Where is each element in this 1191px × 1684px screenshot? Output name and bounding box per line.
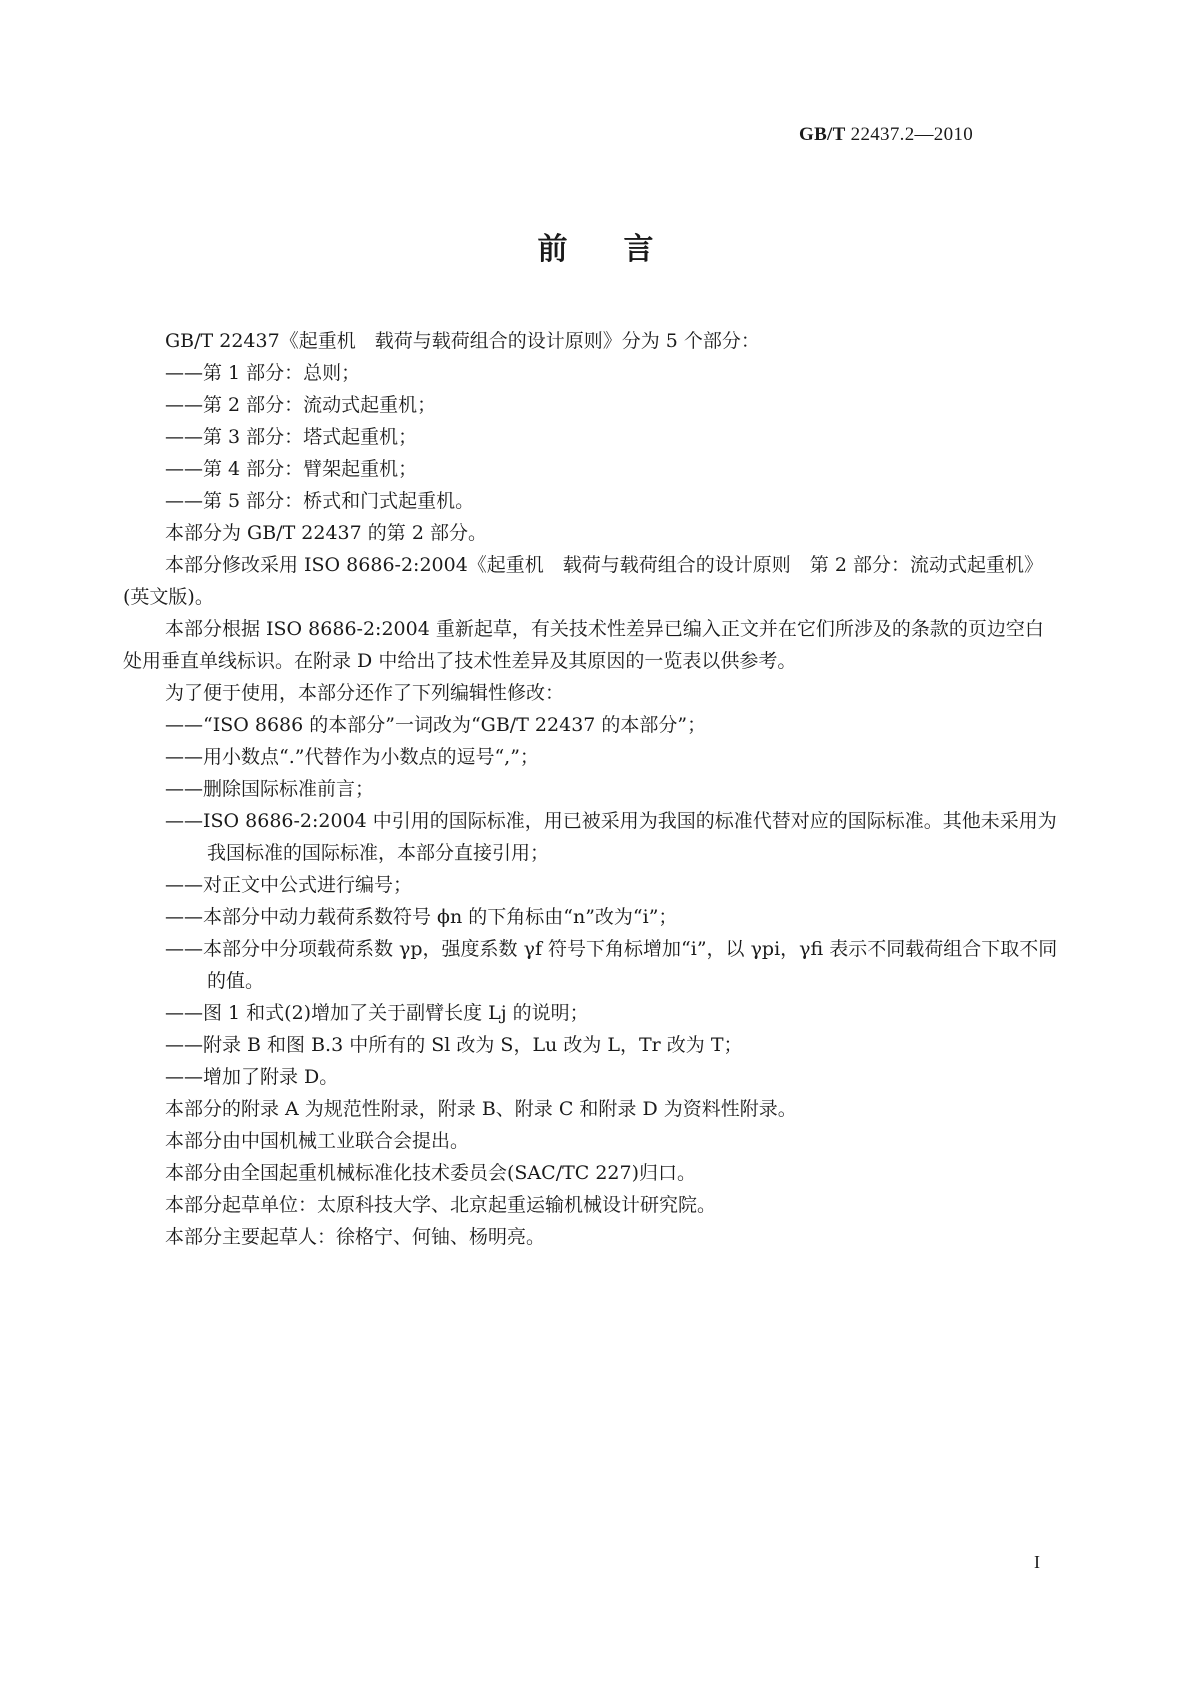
list-item: ——第 2 部分：流动式起重机； [165,394,437,416]
list-item: ——本部分中动力载荷系数符号 ϕn 的下角标由“n”改为“i”； [165,906,678,928]
paragraph: 本部分由中国机械工业联合会提出。 [165,1130,470,1152]
foreword-body [123,325,1058,1253]
standard-prefix: GB/T [798,124,846,145]
paragraph: 本部分根据 ISO 8686-2:2004 重新起草，有关技术性差异已编入正文并在它们所涉及的条款的页边空白处用垂直单线标识。在附录 D 中给出了技术性差异及其原因的一览表以供参考。 [123,618,1044,672]
list-item: ——第 1 部分：总则； [165,362,361,384]
standard-number: 22437.2—2010 [845,124,973,145]
paragraph: 本部分为 GB/T 22437 的第 2 部分。 [165,522,487,544]
list-item: ——用小数点“.”代替作为小数点的逗号“,”； [165,746,539,768]
page-number: I [1034,1552,1040,1572]
list-item: ——“ISO 8686 的本部分”一词改为“GB/T 22437 的本部分”； [165,714,707,736]
standard-code [799,124,973,146]
page-title: 前言 [537,232,710,267]
list-item: ——第 4 部分：臂架起重机； [165,458,418,480]
list-item: ——删除国际标准前言； [165,778,375,800]
paragraph: GB/T 22437《起重机 载荷与载荷组合的设计原则》分为 5 个部分： [165,330,760,352]
list-item: ——增加了附录 D。 [165,1066,339,1088]
paragraph: 为了便于使用，本部分还作了下列编辑性修改： [165,682,565,704]
paragraph: 本部分的附录 A 为规范性附录，附录 B、附录 C 和附录 D 为资料性附录。 [165,1098,797,1120]
paragraph: 本部分由全国起重机械标准化技术委员会(SAC/TC 227)归口。 [165,1162,697,1184]
list-item: ——附录 B 和图 B.3 中所有的 Sl 改为 S，Lu 改为 L，Tr 改为 T； [165,1034,743,1056]
list-item: ——对正文中公式进行编号； [165,874,413,896]
list-item: ——ISO 8686-2:2004 中引用的国际标准，用已被采用为我国的标准代替对应的国际标准。其他未采用为我国标准的国际标准，本部分直接引用； [165,810,1057,864]
paragraph: 本部分起草单位：太原科技大学、北京起重运输机械设计研究院。 [165,1194,717,1216]
list-item: ——第 3 部分：塔式起重机； [165,426,418,448]
paragraph: 本部分主要起草人：徐格宁、何铀、杨明亮。 [165,1226,546,1248]
list-item: ——图 1 和式(2)增加了关于副臂长度 Lj 的说明； [165,1002,589,1024]
list-item: ——本部分中分项载荷系数 γp，强度系数 γf 符号下角标增加“i”，以 γpi，γfi 表示不同载荷组合下取不同的值。 [165,938,1058,992]
paragraph: 本部分修改采用 ISO 8686-2:2004《起重机 载荷与载荷组合的设计原则 第 2 部分：流动式起重机》(英文版)。 [123,554,1043,608]
list-item: ——第 5 部分：桥式和门式起重机。 [165,490,475,512]
